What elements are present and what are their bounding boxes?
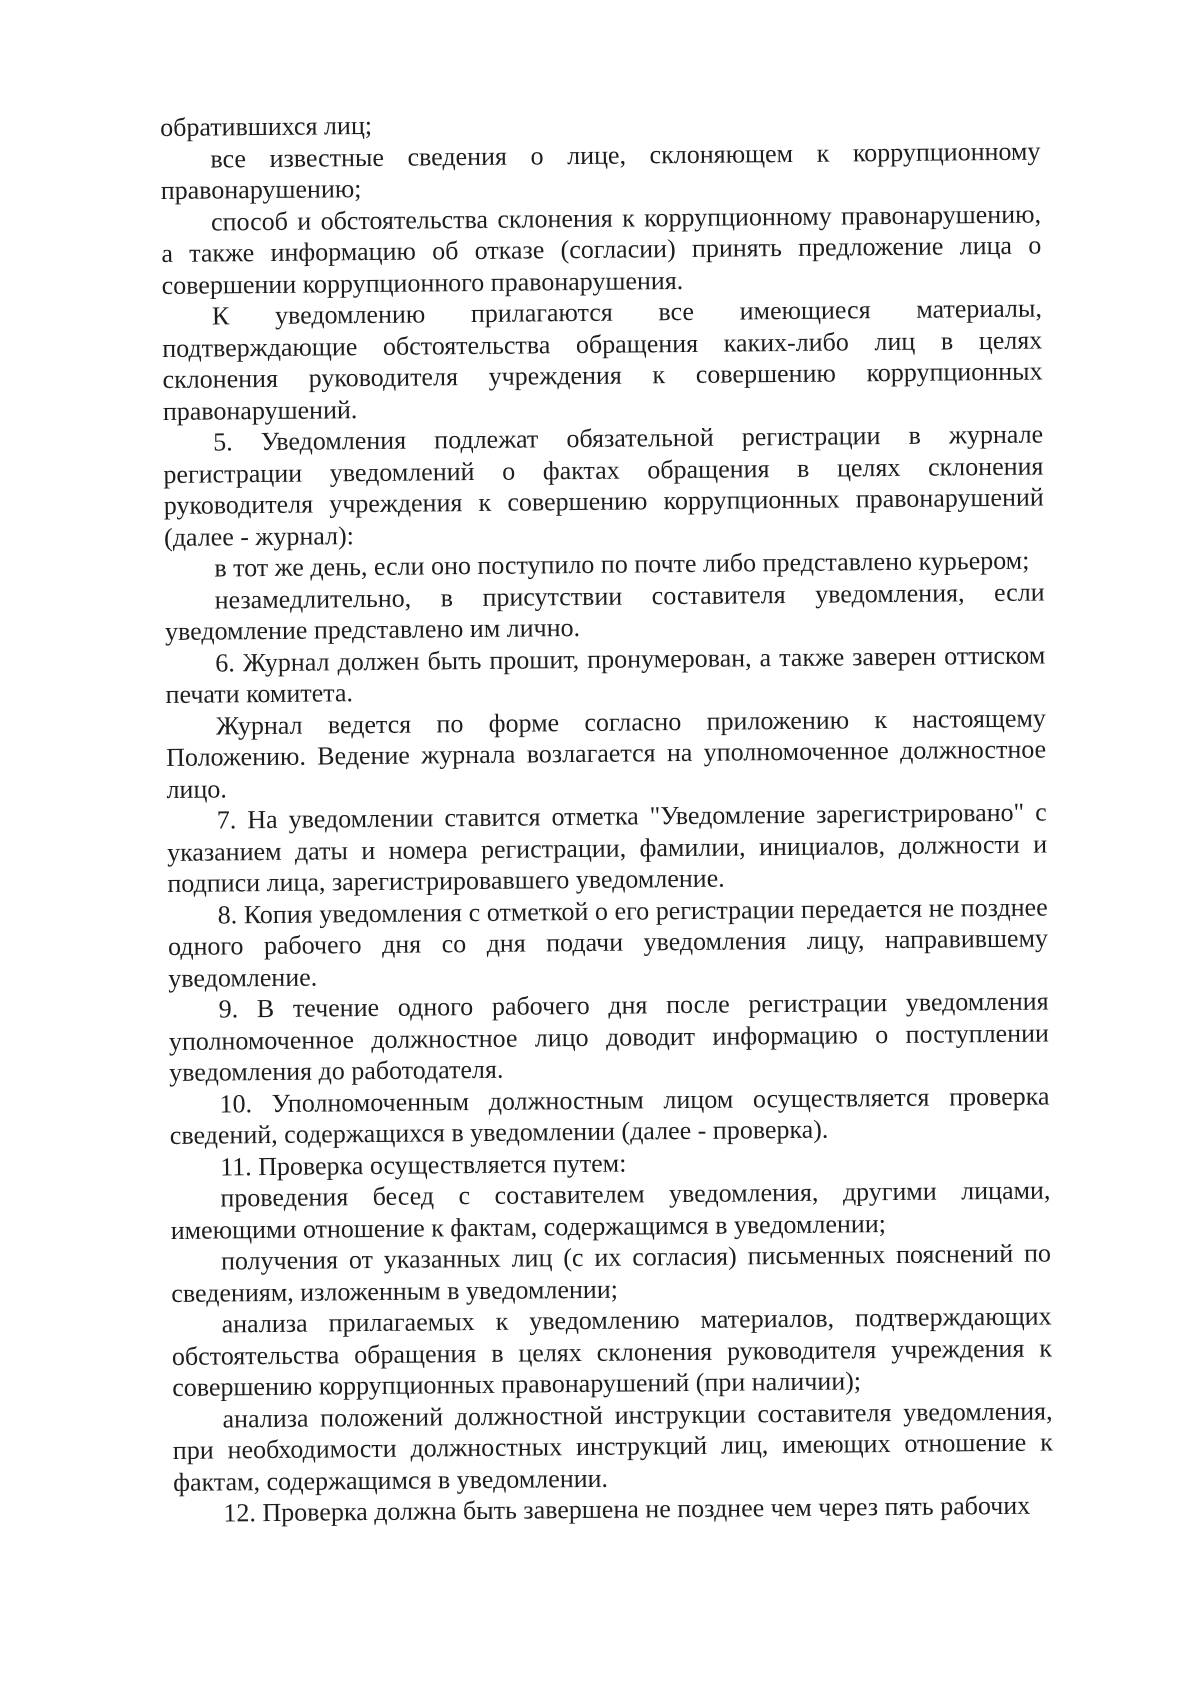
paragraph-materials-analysis: анализа прилагаемых к уведомлению материалов, подтверждающих обстоятельства обращения в целях склонения руководителя учреждения к совершению коррупционных правонарушений (при наличии); [171,1301,1053,1402]
paragraph-item-12: 12. Проверка должна быть завершена не позднее чем через пять рабочих [223,1490,1031,1528]
paragraph-immediately: незамедлительно, в присутствии составителя уведомления, если уведомление представлено им лично. [164,577,1045,646]
document-body [160,104,1054,1530]
paragraph-journal-form: Журнал ведется по форме согласно приложению к настоящему Положению. Ведение журнала возлагается на уполномоченное должностное лицо. [166,703,1047,804]
paragraph-item-7: 7. На уведомлении ставится отметка "Уведомление зарегистрировано" с указанием даты и номера регистрации, фамилии, инициалов, должности и подписи лица, зарегистрировавшего уведомление. [166,797,1048,898]
paragraph-same-day: в тот же день, если оно поступило по почте либо представлено курьером; [214,545,1030,583]
paragraph-item-11: 11. Проверка осуществляется путем: [219,1148,627,1181]
paragraph-conversations: проведения бесед с составителем уведомления, другими лицами, имеющими отношение к фактам, содержащимся в уведомлении; [170,1175,1051,1245]
paragraph-item-8: 8. Копия уведомления с отметкой о его регистрации передается не позднее одного рабочего дня со дня подачи уведомления лицу, направившему уведомление. [167,892,1049,993]
paragraph-item-6: 6. Журнал должен быть прошит, пронумерован, а также заверен оттиском печати комитета. [165,640,1046,709]
paragraph-item-5: 5. Уведомления подлежат обязательной регистрации в журнале регистрации уведомлений о фактах обращения в целях склонения руководителя учреждения к совершению коррупционных правонарушений (далее - журнал): [163,419,1044,552]
paragraph-item-10: 10. Уполномоченным должностным лицом осуществляется проверка сведений, содержащихся в уведомлении (далее - проверка). [169,1081,1050,1150]
paragraph-method: способ и обстоятельства склонения к коррупционному правонарушению, а также информацию об отказе (согласии) принять предложение лица о совершении коррупционного правонарушения. [161,199,1042,300]
paragraph-item-9: 9. В течение одного рабочего дня после регистрации уведомления уполномоченное должностное лицо доводит информацию о поступлении уведомления до работодателя. [168,986,1050,1087]
paragraph-attachments: К уведомлению прилагаются все имеющиеся материалы, подтверждающие обстоятельства обращения каких-либо лиц в целях склонения руководителя учреждения к совершению коррупционных правонарушений. [162,293,1043,426]
paragraph-known-info: все известные сведения о лице, склоняющем к коррупционному правонарушению; [160,136,1041,205]
paragraph-continuation: обратившихся лиц; [160,110,373,142]
paragraph-explanations: получения от указанных лиц (с их согласия) письменных пояснений по сведениям, изложенным в уведомлении; [171,1238,1052,1308]
paragraph-instructions-analysis: анализа положений должностной инструкции составителя уведомления, при необходимости должностных инструкций лиц, имеющих отношение к фактам, содержащимся в уведомлении. [172,1395,1053,1497]
